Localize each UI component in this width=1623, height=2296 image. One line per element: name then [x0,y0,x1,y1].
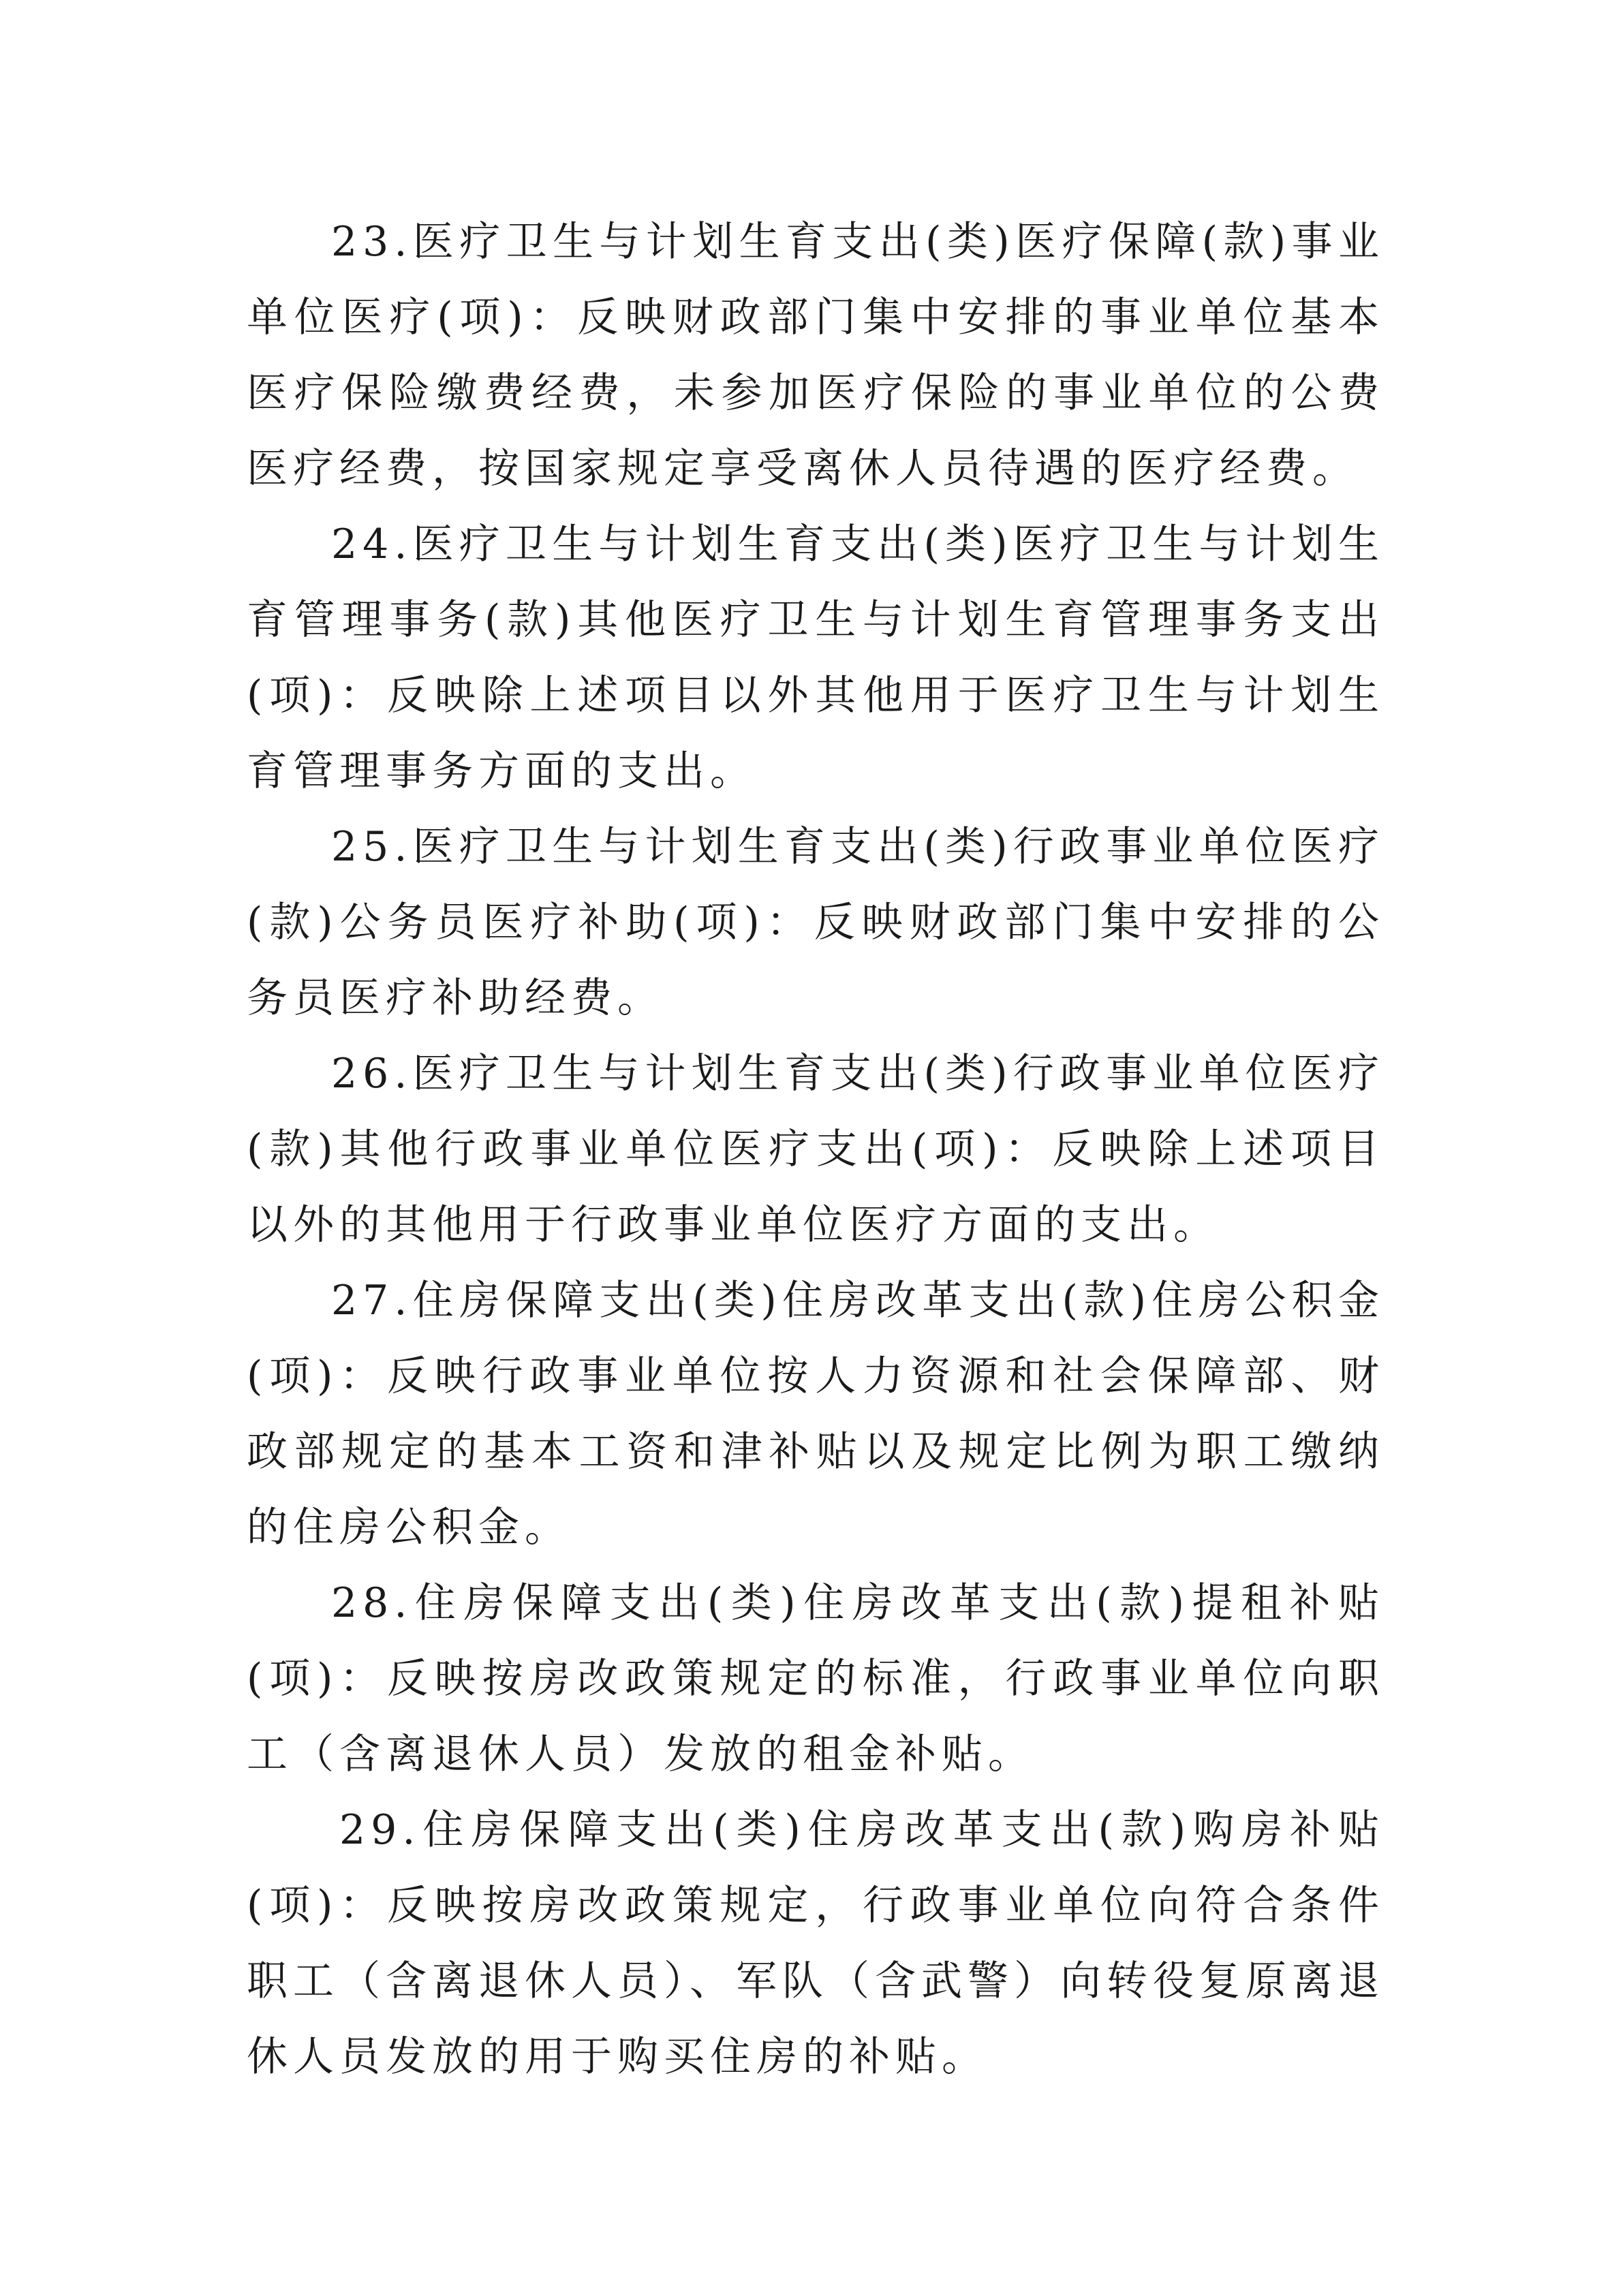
paragraph-item-23: 23.医疗卫生与计划生育支出(类)医疗保障(款)事业单位医疗(项)：反映财政部门集中安排的事业单位基本医疗保险缴费经费，未参加医疗保险的事业单位的公费医疗经费，按国家规定享受离休人员待遇的医疗经费。 [247,218,1385,493]
paragraph-item-28: 28.住房保障支出(类)住房改革支出(款)提租补贴(项)：反映按房改政策规定的标准，行政事业单位向职工（含离退休人员）发放的租金补贴。 [247,1579,1385,1778]
paragraph-item-27: 27.住房保障支出(类)住房改革支出(款)住房公积金(项)：反映行政事业单位按人力资源和社会保障部、财政部规定的基本工资和津补贴以及规定比例为职工缴纳的住房公积金。 [247,1277,1385,1551]
document-body [247,204,1385,2095]
paragraph-item-24: 24.医疗卫生与计划生育支出(类)医疗卫生与计划生育管理事务(款)其他医疗卫生与计划生育管理事务支出(项)：反映除上述项目以外其他用于医疗卫生与计划生育管理事务方面的支出。 [247,521,1385,795]
paragraph-item-29: 29.住房保障支出(类)住房改革支出(款)购房补贴(项)：反映按房改政策规定，行政事业单位向符合条件职工（含离退休人员）、军队（含武警）向转役复原离退休人员发放的用于购买住房的补贴。 [247,1806,1385,2081]
paragraph-item-25: 25.医疗卫生与计划生育支出(类)行政事业单位医疗(款)公务员医疗补助(项)：反映财政部门集中安排的公务员医疗补助经费。 [247,823,1385,1022]
paragraph-item-26: 26.医疗卫生与计划生育支出(类)行政事业单位医疗(款)其他行政事业单位医疗支出(项)：反映除上述项目以外的其他用于行政事业单位医疗方面的支出。 [247,1050,1385,1249]
